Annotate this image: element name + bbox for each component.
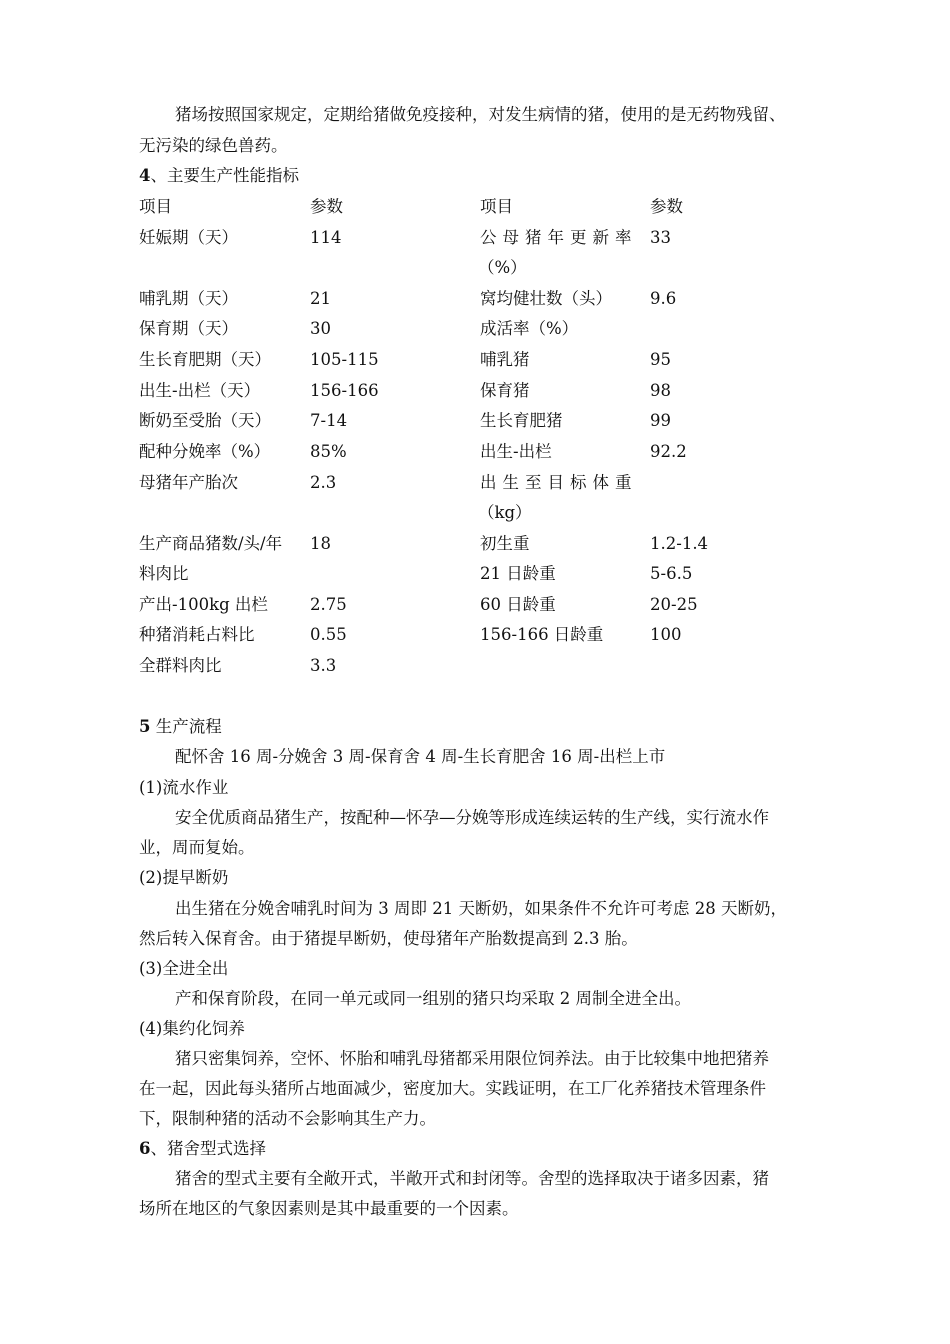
right-value: 20-25 (650, 595, 698, 614)
right-item: 生长育肥猪 (480, 411, 563, 430)
right-item: 哺乳猪 (480, 350, 530, 369)
right-item: 初生重 (480, 534, 530, 553)
section-6-heading (139, 1138, 266, 1160)
left-item: 料肉比 (139, 564, 189, 583)
left-value: 85% (310, 442, 347, 461)
paragraph-line: 猪只密集饲养，空怀、怀胎和哺乳母猪都采用限位饲养法。由于比较集中地把猪养 (175, 1049, 769, 1068)
left-item: 产出-100kg 出栏 (139, 595, 268, 614)
flow-line: 配怀舍 16 周-分娩舍 3 周-保育舍 4 周-生长育肥舍 16 周-出栏上市 (175, 747, 666, 766)
left-value: 18 (310, 534, 331, 553)
right-item: 保育猪 (480, 381, 530, 400)
left-item: 出生-出栏（天） (139, 381, 261, 400)
right-value: 1.2-1.4 (650, 534, 709, 553)
left-value: 21 (310, 289, 331, 308)
right-item-continued: （kg） (478, 503, 532, 522)
left-item: 种猪消耗占料比 (139, 625, 255, 644)
section-5-number: 5 (139, 717, 151, 736)
left-value: 2.75 (310, 595, 347, 614)
right-value: 33 (650, 228, 671, 247)
right-value: 98 (650, 381, 671, 400)
paragraph-line: 猪舍的型式主要有全敞开式，半敞开式和封闭等。舍型的选择取决于诸多因素，猪 (175, 1169, 769, 1188)
right-value: 95 (650, 350, 671, 369)
paragraph-line: 然后转入保育舍。由于猪提早断奶，使母猪年产胎数提高到 2.3 胎。 (139, 929, 638, 948)
left-value: 114 (310, 228, 342, 247)
left-item: 妊娠期（天） (139, 228, 238, 247)
left-value: 30 (310, 319, 331, 338)
section-4-number: 4 (139, 166, 151, 185)
left-value: 2.3 (310, 473, 337, 492)
section-6-number: 6 (139, 1139, 151, 1158)
header-param-right: 参数 (650, 197, 683, 216)
left-item: 生产商品猪数/头/年 (139, 534, 283, 553)
right-value: 100 (650, 625, 682, 644)
subheading-2: (2)提早断奶 (139, 868, 229, 887)
paragraph-line: 业，周而复始。 (139, 838, 255, 857)
paragraph-line: 出生猪在分娩舍哺乳时间为 3 周即 21 天断奶，如果条件不允许可考虑 28 天断奶， (175, 899, 787, 918)
intro-line-1: 猪场按照国家规定，定期给猪做免疫接种，对发生病情的猪，使用的是无药物残留、 (175, 105, 786, 124)
right-item: 出生-出栏 (480, 442, 552, 461)
left-value: 156-166 (310, 381, 379, 400)
right-item: 60 日龄重 (480, 595, 556, 614)
right-item: 窝均健壮数（头） (480, 289, 612, 308)
section-4-heading (139, 165, 299, 187)
left-item: 哺乳期（天） (139, 289, 238, 308)
left-value: 7-14 (310, 411, 348, 430)
paragraph-line: 产和保育阶段，在同一单元或同一组别的猪只均采取 2 周制全进全出。 (175, 989, 691, 1008)
right-item: 156-166 日龄重 (480, 625, 604, 644)
paragraph-line: 下，限制种猪的活动不会影响其生产力。 (139, 1109, 436, 1128)
left-item: 母猪年产胎次 (139, 473, 238, 492)
right-value: 92.2 (650, 442, 687, 461)
intro-line-2: 无污染的绿色兽药。 (139, 136, 288, 155)
right-value: 5-6.5 (650, 564, 693, 583)
header-item-right: 项目 (480, 197, 513, 216)
left-item: 断奶至受胎（天） (139, 411, 271, 430)
right-item-continued: （%） (478, 258, 527, 277)
section-4-title: 、主要生产性能指标 (150, 166, 299, 185)
section-5-title: 生产流程 (150, 717, 222, 736)
right-item: 21 日龄重 (480, 564, 556, 583)
left-item: 生长育肥期（天） (139, 350, 271, 369)
subheading-4: (4)集约化饲养 (139, 1019, 245, 1038)
left-value: 105-115 (310, 350, 379, 369)
right-item: 出生至目标体重 (480, 473, 638, 492)
left-item: 保育期（天） (139, 319, 238, 338)
left-value: 3.3 (310, 656, 337, 675)
right-item: 成活率（%） (480, 319, 579, 338)
section-6-title: 、猪舍型式选择 (150, 1139, 266, 1158)
right-value: 99 (650, 411, 671, 430)
left-item: 全群料肉比 (139, 656, 222, 675)
section-5-heading (139, 716, 222, 738)
paragraph-line: 场所在地区的气象因素则是其中最重要的一个因素。 (139, 1199, 519, 1218)
right-value: 9.6 (650, 289, 677, 308)
paragraph-line: 安全优质商品猪生产，按配种—怀孕—分娩等形成连续运转的生产线，实行流水作 (175, 808, 769, 827)
header-param-left: 参数 (310, 197, 343, 216)
header-item-left: 项目 (139, 197, 172, 216)
left-value: 0.55 (310, 625, 347, 644)
left-item: 配种分娩率（%） (139, 442, 271, 461)
subheading-3: (3)全进全出 (139, 959, 229, 978)
subheading-1: (1)流水作业 (139, 778, 229, 797)
paragraph-line: 在一起，因此每头猪所占地面减少，密度加大。实践证明，在工厂化养猪技术管理条件 (139, 1079, 766, 1098)
right-item: 公母猪年更新率 (480, 228, 638, 247)
